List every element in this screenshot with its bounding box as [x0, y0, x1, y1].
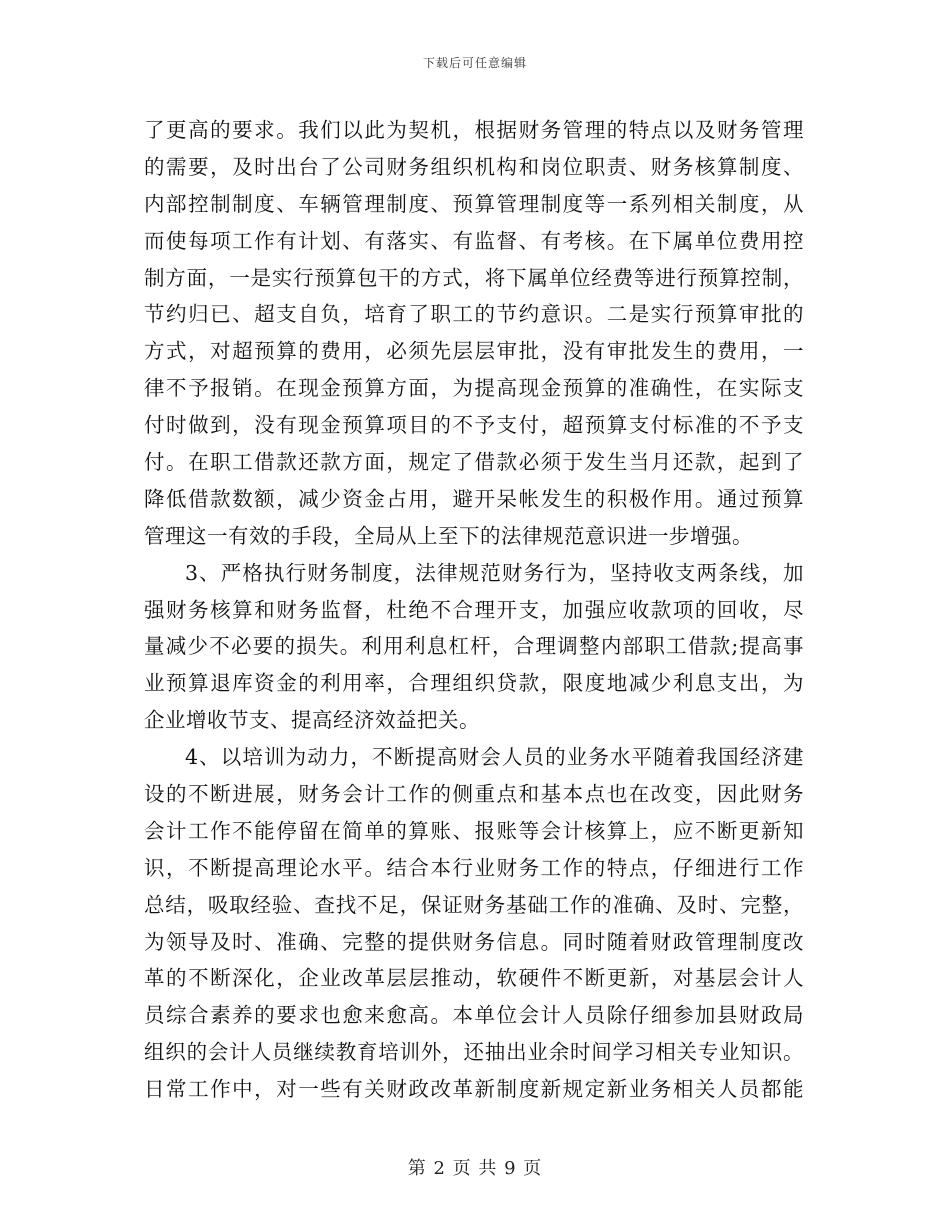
paragraph-line: 业预算退库资金的利用率，合理组织贷款，限度地减少利息支出，为: [144, 671, 804, 696]
paragraph-line: 管理这一有效的手段，全局从上至下的法律规范意识进一步增强。: [144, 523, 753, 548]
paragraph-line: 组织的会计人员继续教育培训外，还抽出业余时间学习相关专业知识。: [144, 1040, 804, 1065]
paragraph-line: 的需要，及时出台了公司财务组织机构和岗位职责、财务核算制度、: [144, 154, 804, 179]
paragraph-line: 为领导及时、准确、完整的提供财务信息。同时随着财政管理制度改: [144, 929, 804, 954]
paragraph-line: 律不予报销。在现金预算方面，为提高现金预算的准确性，在实际支: [144, 376, 804, 401]
paragraph-line: 革的不断深化，企业改革层层推动，软硬件不断更新，对基层会计人: [144, 966, 804, 991]
paragraph: [144, 555, 804, 739]
paragraph-line: 日常工作中，对一些有关财政改革新制度新规定新业务相关人员都能: [144, 1077, 804, 1102]
paragraph-line: 企业增收节支、提高经济效益把关。: [144, 708, 480, 733]
paragraph-line: 设的不断进展，财务会计工作的侧重点和基本点也在改变，因此财务: [144, 782, 804, 807]
paragraph-line: 方式，对超预算的费用，必须先层层审批，没有审批发生的费用，一: [144, 339, 804, 364]
paragraph-line: 会计工作不能停留在简单的算账、报账等会计核算上，应不断更新知: [144, 818, 804, 843]
paragraph-line: 付。在职工借款还款方面，规定了借款必须于发生当月还款，起到了: [144, 450, 804, 475]
paragraph-line: 4、以培训为动力，不断提高财会人员的业务水平随着我国经济建: [185, 745, 804, 770]
paragraph: [144, 739, 804, 1108]
paragraph-line: 而使每项工作有计划、有落实、有监督、有考核。在下属单位费用控: [144, 228, 804, 253]
paragraph-line: 3、严格执行财务制度，法律规范财务行为，坚持收支两条线，加: [185, 560, 804, 585]
paragraph-line: 总结，吸取经验、查找不足，保证财务基础工作的准确、及时、完整，: [144, 892, 804, 917]
page-header: 下载后可任意编辑: [422, 56, 527, 70]
page-footer: 第 2 页 共 9 页: [407, 1158, 543, 1179]
paragraph-line: 降低借款数额，减少资金占用，避开呆帐发生的积极作用。通过预算: [144, 486, 804, 511]
paragraph-line: 量减少不必要的损失。利用利息杠杆，合理调整内部职工借款;提高事: [144, 634, 804, 659]
paragraph-line: 制方面，一是实行预算包干的方式，将下属单位经费等进行预算控制，: [144, 265, 804, 290]
paragraph-line: 节约归已、超支自负，培育了职工的节约意识。二是实行预算审批的: [144, 302, 804, 327]
paragraph-line: 识，不断提高理论水平。结合本行业财务工作的特点，仔细进行工作: [144, 855, 804, 880]
paragraph-line: 内部控制制度、车辆管理制度、预算管理制度等一系列相关制度，从: [144, 191, 804, 216]
paragraph-line: 了更高的要求。我们以此为契机，根据财务管理的特点以及财务管理: [144, 118, 804, 142]
paragraph: [144, 112, 804, 555]
paragraph-line: 员综合素养的要求也愈来愈高。本单位会计人员除仔细参加县财政局: [144, 1003, 804, 1028]
paragraph-line: 付时做到，没有现金预算项目的不予支付，超预算支付标准的不予支: [144, 413, 804, 438]
document-body: [144, 112, 804, 1108]
paragraph-line: 强财务核算和财务监督，杜绝不合理开支，加强应收款项的回收，尽: [144, 597, 804, 622]
